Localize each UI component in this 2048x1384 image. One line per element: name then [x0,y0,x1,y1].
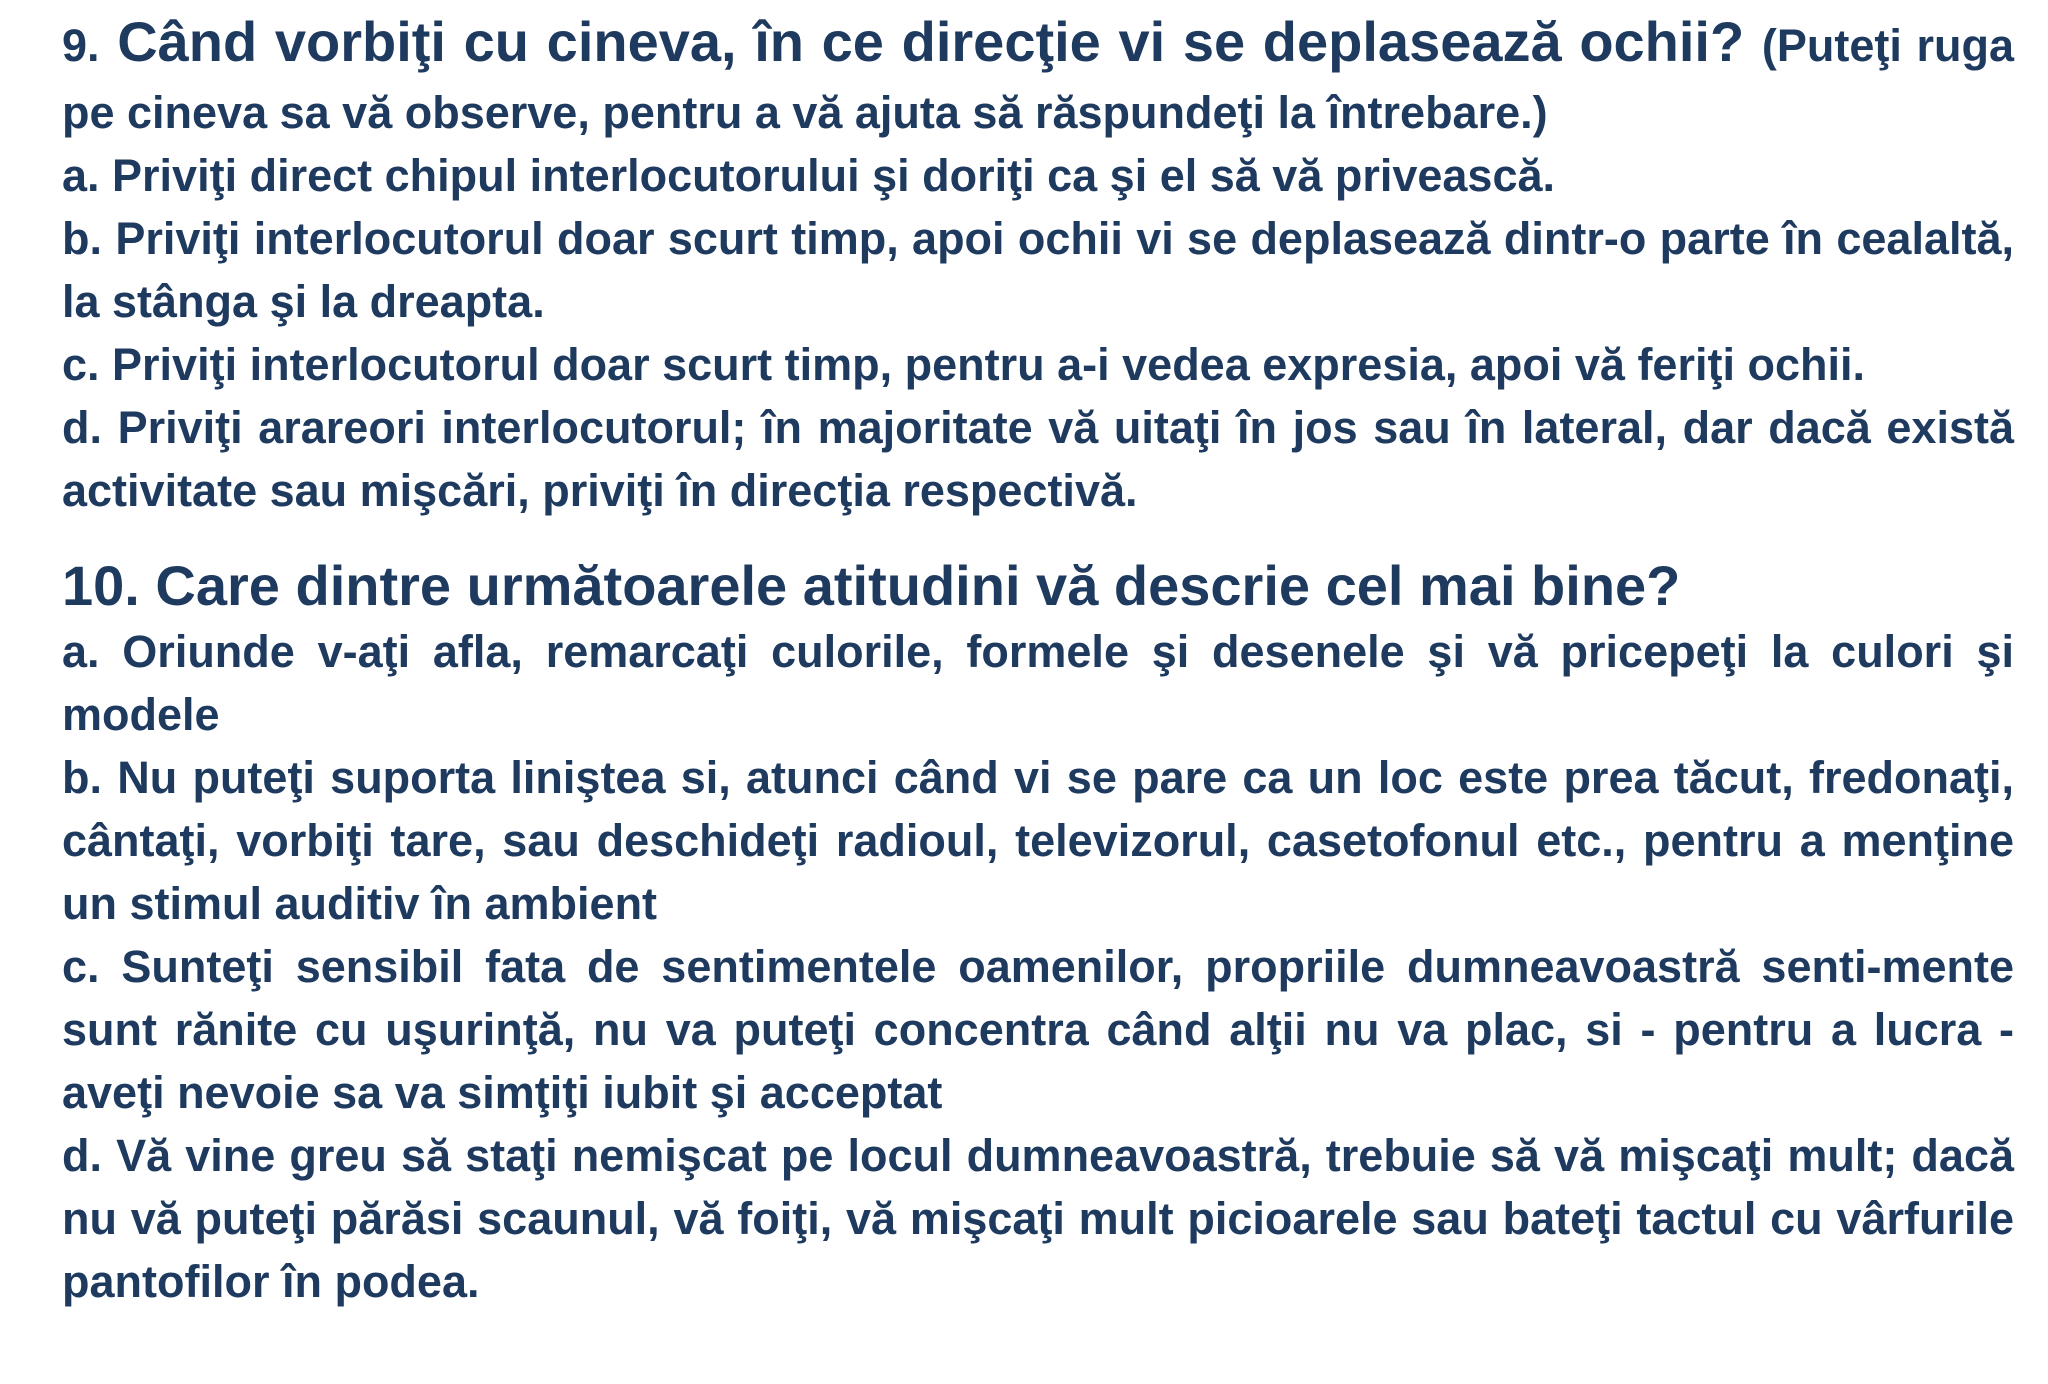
question-9-option-a: a. Priviţi direct chipul interlocutorului şi doriţi ca şi el să vă privească. [62,150,1556,201]
question-9 [62,10,2014,522]
question-10 [62,552,2014,1313]
question-9-option-d: d. Priviţi arareori interlocutorul; în majoritate vă uitaţi în jos sau în lateral, dar dacă există activitate sau mişcări, priviţi în direcţia respectivă. [62,402,2014,516]
question-9-note: (Puteţi ruga pe cineva sa vă observe, pentru a vă ajuta să răspundeţi la întrebare.) [62,20,2014,138]
document-page [62,10,2014,1380]
question-spacer [62,522,2014,552]
question-9-option-b: b. Priviţi interlocutorul doar scurt timp, apoi ochii vi se deplasează dintr-o parte în cealaltă, la stânga şi la dreapta. [62,213,2014,327]
question-9-number: 9. [62,20,100,71]
question-10-option-b: b. Nu puteţi suporta liniştea si, atunci când vi se pare ca un loc este prea tăcut, fredonaţi, cântaţi, vorbiţi tare, sau deschideţi radioul, televizorul, casetofonul etc., pentru a menţine un stimul auditiv în ambient [62,752,2014,929]
question-10-number: 10. [62,554,140,617]
question-9-option-c: c. Priviţi interlocutorul doar scurt timp, pentru a-i vedea expresia, apoi vă feriţi ochii. [62,339,1865,390]
question-10-option-a: a. Oriunde v-aţi afla, remarcaţi culorile, formele şi desenele şi vă pricepeţi la culori şi modele [62,626,2014,740]
question-9-heading [62,10,2014,144]
question-10-text: Care dintre următoarele atitudini vă descrie cel mai bine? [155,554,1681,617]
question-10-option-d: d. Vă vine greu să staţi nemişcat pe locul dumneavoastră, trebuie să vă mişcaţi mult; dacă nu vă puteţi părăsi scaunul, vă foiţi, vă mişcaţi mult picioarele sau bateţi tactul cu vârfurile pantofilor în podea. [62,1130,2014,1307]
question-10-heading [62,552,2014,620]
question-10-option-c: c. Sunteţi sensibil fata de sentimentele oamenilor, propriile dumneavoastră senti-mente sunt rănite cu uşurinţă, nu va puteţi concentra când alţii nu va plac, si - pentru a lucra - aveţi nevoie sa va simţiţi iubit şi acceptat [62,941,2014,1118]
question-9-text: Când vorbiţi cu cineva, în ce direcţie vi se deplasează ochii? [117,10,1745,73]
